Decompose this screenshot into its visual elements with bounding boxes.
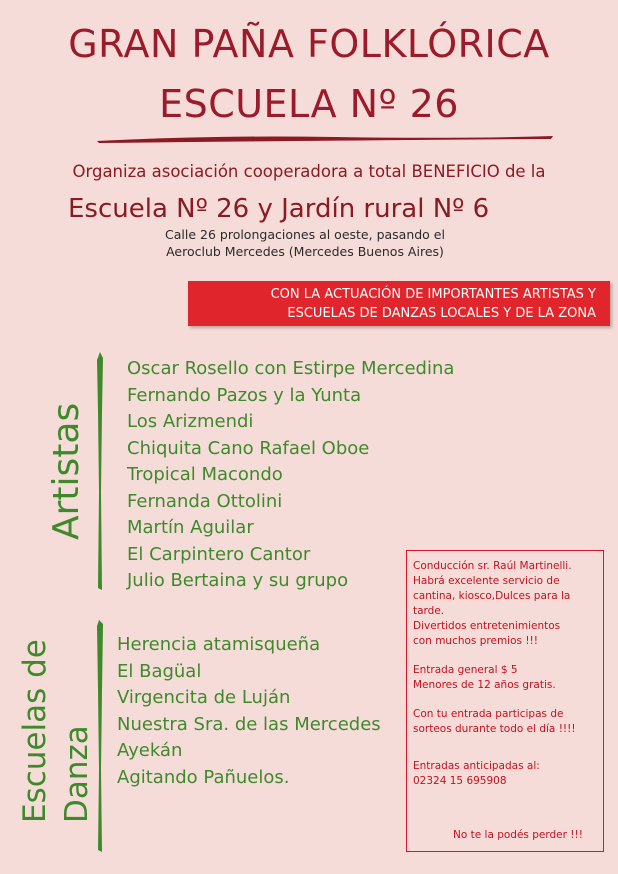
list-item: Julio Bertaina y su grupo bbox=[127, 570, 349, 591]
info-line: Conducción sr. Raúl Martinelli. bbox=[413, 560, 572, 572]
title-line-1: GRAN PAÑA FOLKLÓRICA bbox=[68, 22, 550, 66]
list-item: Tropical Macondo bbox=[127, 464, 283, 485]
info-paragraph-1 bbox=[413, 559, 597, 649]
info-paragraph-2 bbox=[413, 663, 597, 693]
info-line: Con tu entrada participas de bbox=[413, 708, 564, 720]
list-item: Herencia atamisqueña bbox=[117, 634, 321, 655]
info-paragraph-3 bbox=[413, 707, 597, 737]
dance-schools-label bbox=[14, 639, 98, 823]
school-name: Escuela Nº 26 y Jardín rural Nº 6 bbox=[68, 194, 490, 224]
brush-stroke-divider bbox=[95, 134, 555, 144]
list-item: Martín Aguilar bbox=[127, 517, 254, 538]
organizer-text: Organiza asociación cooperadora a total BENEFICIO de la bbox=[72, 162, 546, 181]
info-line: cantina, kiosco,Dulces para la tarde. bbox=[413, 590, 571, 617]
banner-line-1: CON LA ACTUACIÓN DE IMPORTANTES ARTISTAS Y bbox=[270, 287, 596, 302]
info-line: Menores de 12 años gratis. bbox=[413, 679, 556, 691]
dance-label-line-1: Escuelas de bbox=[17, 639, 53, 823]
info-line: sorteos durante todo el día !!!! bbox=[413, 723, 576, 735]
info-line: Divertidos entretenimientos bbox=[413, 620, 561, 632]
info-box bbox=[406, 550, 604, 852]
info-paragraph-4 bbox=[413, 759, 597, 789]
address-line-2: Aeroclub Mercedes (Mercedes Buenos Aires) bbox=[166, 244, 444, 259]
list-item: Nuestra Sra. de las Mercedes bbox=[117, 713, 381, 735]
title-line-2: ESCUELA Nº 26 bbox=[159, 82, 459, 126]
artists-brush-line bbox=[93, 352, 107, 590]
info-line: 02324 15 695908 bbox=[413, 775, 507, 787]
address-line-1: Calle 26 prolongaciones al oeste, pasando el bbox=[165, 227, 445, 242]
info-line: Habrá excelente servicio de bbox=[413, 575, 560, 587]
dance-label-line-2: Danza bbox=[59, 725, 95, 823]
list-item: Ayekán bbox=[117, 740, 183, 761]
list-item: Los Arizmendi bbox=[127, 411, 254, 432]
list-item: Chiquita Cano Rafael Oboe bbox=[127, 437, 370, 459]
artists-banner bbox=[188, 281, 610, 326]
list-item: Agitando Pañuelos. bbox=[117, 766, 290, 788]
banner-line-2: ESCUELAS DE DANZAS LOCALES Y DE LA ZONA bbox=[287, 306, 596, 321]
list-item: Virgencita de Luján bbox=[117, 687, 291, 708]
list-item: Oscar Rosello con Estirpe Mercedina bbox=[127, 358, 455, 379]
list-item: El Carpintero Cantor bbox=[127, 543, 311, 565]
info-line: Entradas anticipadas al: bbox=[413, 760, 540, 772]
info-line: con muchos premios !!! bbox=[413, 635, 538, 647]
artists-label: Artistas bbox=[46, 402, 87, 540]
list-item: El Bagüal bbox=[117, 660, 202, 682]
list-item: Fernanda Ottolini bbox=[127, 490, 283, 512]
list-item: Fernando Pazos y la Yunta bbox=[127, 384, 362, 406]
info-line: Entrada general $ 5 bbox=[413, 664, 518, 676]
address bbox=[150, 226, 460, 260]
info-closing: No te la podés perder !!! bbox=[453, 829, 583, 841]
dance-schools-list bbox=[117, 632, 381, 791]
